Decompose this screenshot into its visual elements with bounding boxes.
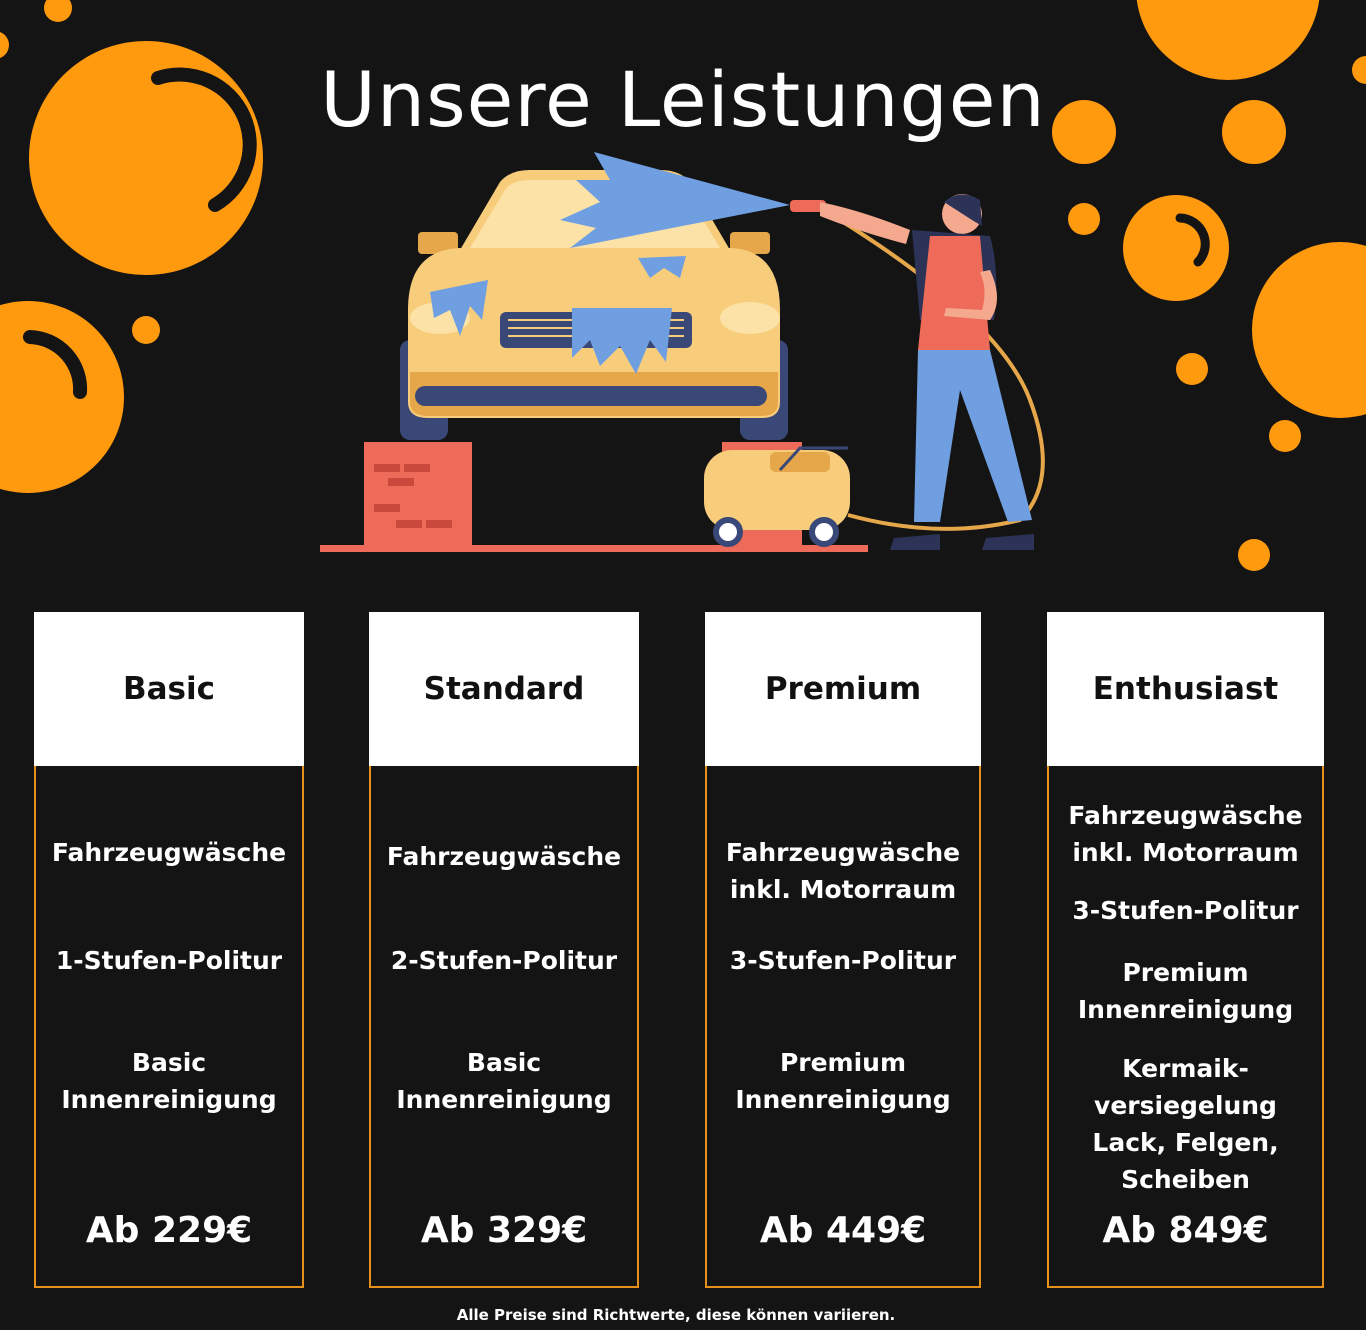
package-price: Ab 449€ [759, 1210, 927, 1251]
bubble [1123, 195, 1229, 301]
car-wash-illustration [300, 140, 1080, 570]
feature-item: 3-Stufen-Politur [1072, 896, 1299, 925]
bubble [1252, 242, 1366, 418]
package-card-premium [705, 612, 981, 1288]
feature-item: Kermaik- versiegelung Lack, Felgen, Scheiben [1092, 1054, 1279, 1194]
package-price: Ab 849€ [1102, 1210, 1269, 1251]
package-price: Ab 329€ [420, 1210, 588, 1251]
package-name: Premium [705, 612, 981, 766]
bubble [132, 316, 160, 344]
bubble [1269, 420, 1301, 452]
package-price: Ab 229€ [85, 1210, 253, 1251]
feature-item: Fahrzeugwäsche inkl. Motorraum [725, 838, 961, 904]
feature-item: 3-Stufen-Politur [729, 946, 957, 975]
page-title: Unsere Leistungen [320, 54, 1046, 144]
package-name: Standard [369, 612, 639, 766]
feature-item: Premium Innenreinigung [735, 1048, 951, 1114]
brick-stand-icon [364, 442, 472, 546]
feature-item: Fahrzeugwäsche [51, 838, 287, 867]
feature-item: Basic Innenreinigung [61, 1048, 277, 1114]
feature-item: 1-Stufen-Politur [55, 946, 283, 975]
bubble [44, 0, 72, 22]
feature-item: Fahrzeugwäsche inkl. Motorraum [1068, 801, 1303, 867]
feature-item: Fahrzeugwäsche [386, 842, 622, 871]
bubble [0, 301, 124, 493]
bubble [1176, 353, 1208, 385]
pressure-washer-icon [704, 448, 850, 544]
package-name: Enthusiast [1047, 612, 1324, 766]
package-name: Basic [34, 612, 304, 766]
price-disclaimer: Alle Preise sind Richtwerte, diese können variieren. [456, 1306, 896, 1324]
package-card-enthusiast [1047, 612, 1324, 1288]
bubble [1238, 539, 1270, 571]
feature-item: Basic Innenreinigung [396, 1048, 612, 1114]
feature-item: 2-Stufen-Politur [390, 946, 618, 975]
package-card-basic [34, 612, 304, 1288]
feature-item: Premium Innenreinigung [1077, 958, 1294, 1024]
package-card-standard [369, 612, 639, 1288]
